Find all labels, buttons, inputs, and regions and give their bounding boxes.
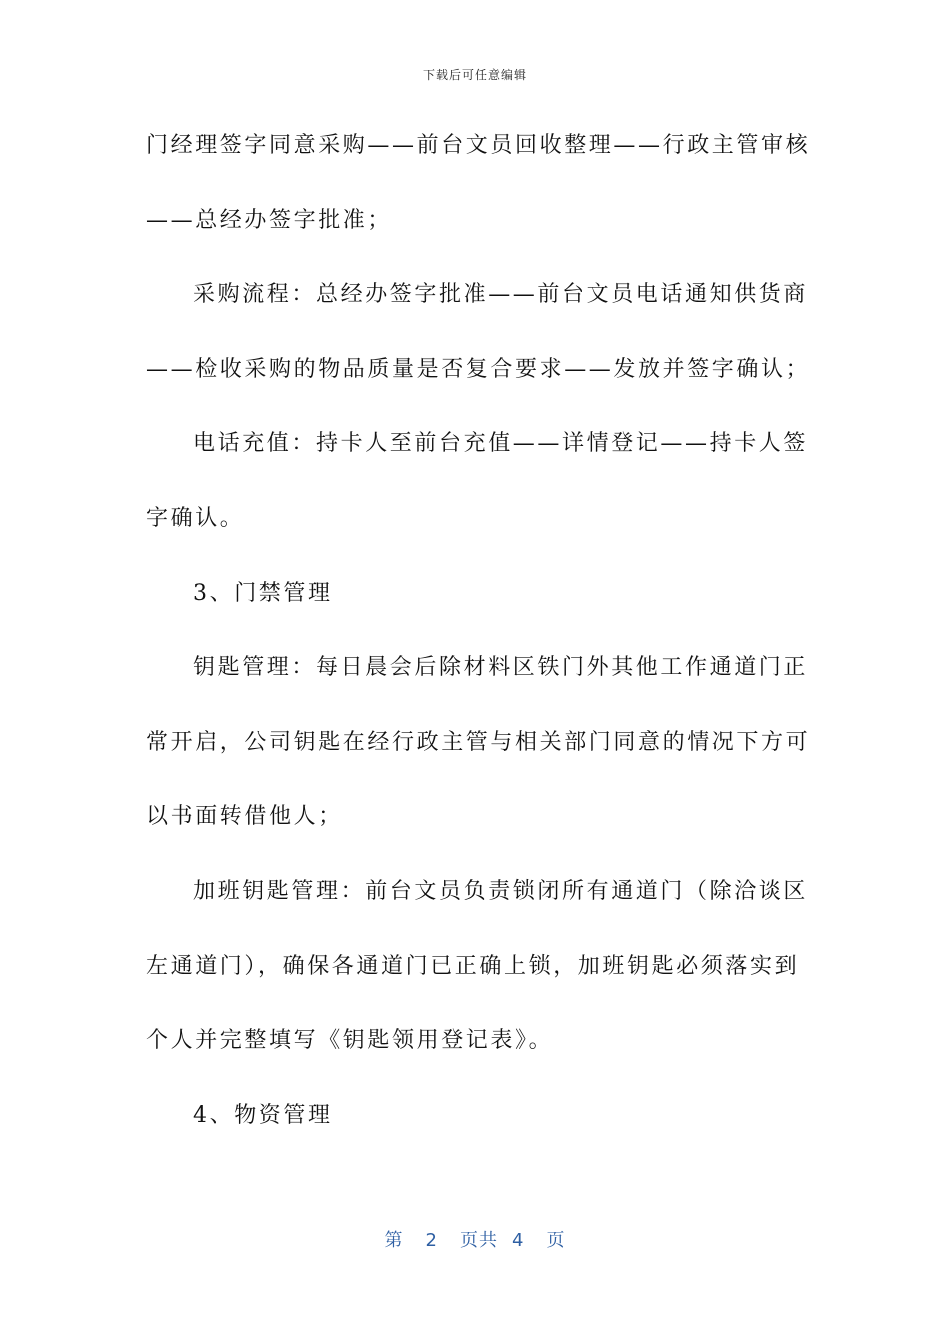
current-page-number: 2 [425,1230,438,1251]
footer-suffix: 页 [546,1230,566,1251]
paragraph-procurement-process: 采购流程：总经办签字批准——前台文员电话通知供货商 [193,282,809,308]
body-line: 个人并完整填写《钥匙领用登记表》。 [146,1028,554,1054]
body-line: ——检收采购的物品质量是否复合要求——发放并签字确认； [146,356,811,382]
section-heading-materials-management: 4、物资管理 [193,1102,333,1128]
paragraph-overtime-key-management: 加班钥匙管理：前台文员负责锁闭所有通道门（除洽谈区 [193,878,809,904]
body-line: 门经理签字同意采购——前台文员回收整理——行政主管审核 [146,133,811,158]
body-line: ——总经办签字批准； [146,207,393,233]
footer-middle: 页共 [460,1230,498,1251]
body-line: 以书面转借他人； [146,804,343,830]
paragraph-key-management: 钥匙管理：每日晨会后除材料区铁门外其他工作通道门正 [193,655,809,681]
document-body [146,120,811,1164]
paragraph-phone-recharge: 电话充值：持卡人至前台充值——详情登记——持卡人签 [193,431,809,457]
section-heading-access-control: 3、门禁管理 [193,580,333,606]
body-line: 常开启，公司钥匙在经行政主管与相关部门同意的情况下方可 [146,729,811,755]
total-pages-number: 4 [512,1230,525,1251]
body-line: 左通道门），确保各通道门已正确上锁，加班钥匙必须落实到 [146,953,800,979]
page-footer [0,1226,950,1252]
footer-prefix: 第 [384,1230,404,1251]
body-line: 字确认。 [146,505,245,531]
header-note: 下载后可任意编辑 [422,68,527,82]
